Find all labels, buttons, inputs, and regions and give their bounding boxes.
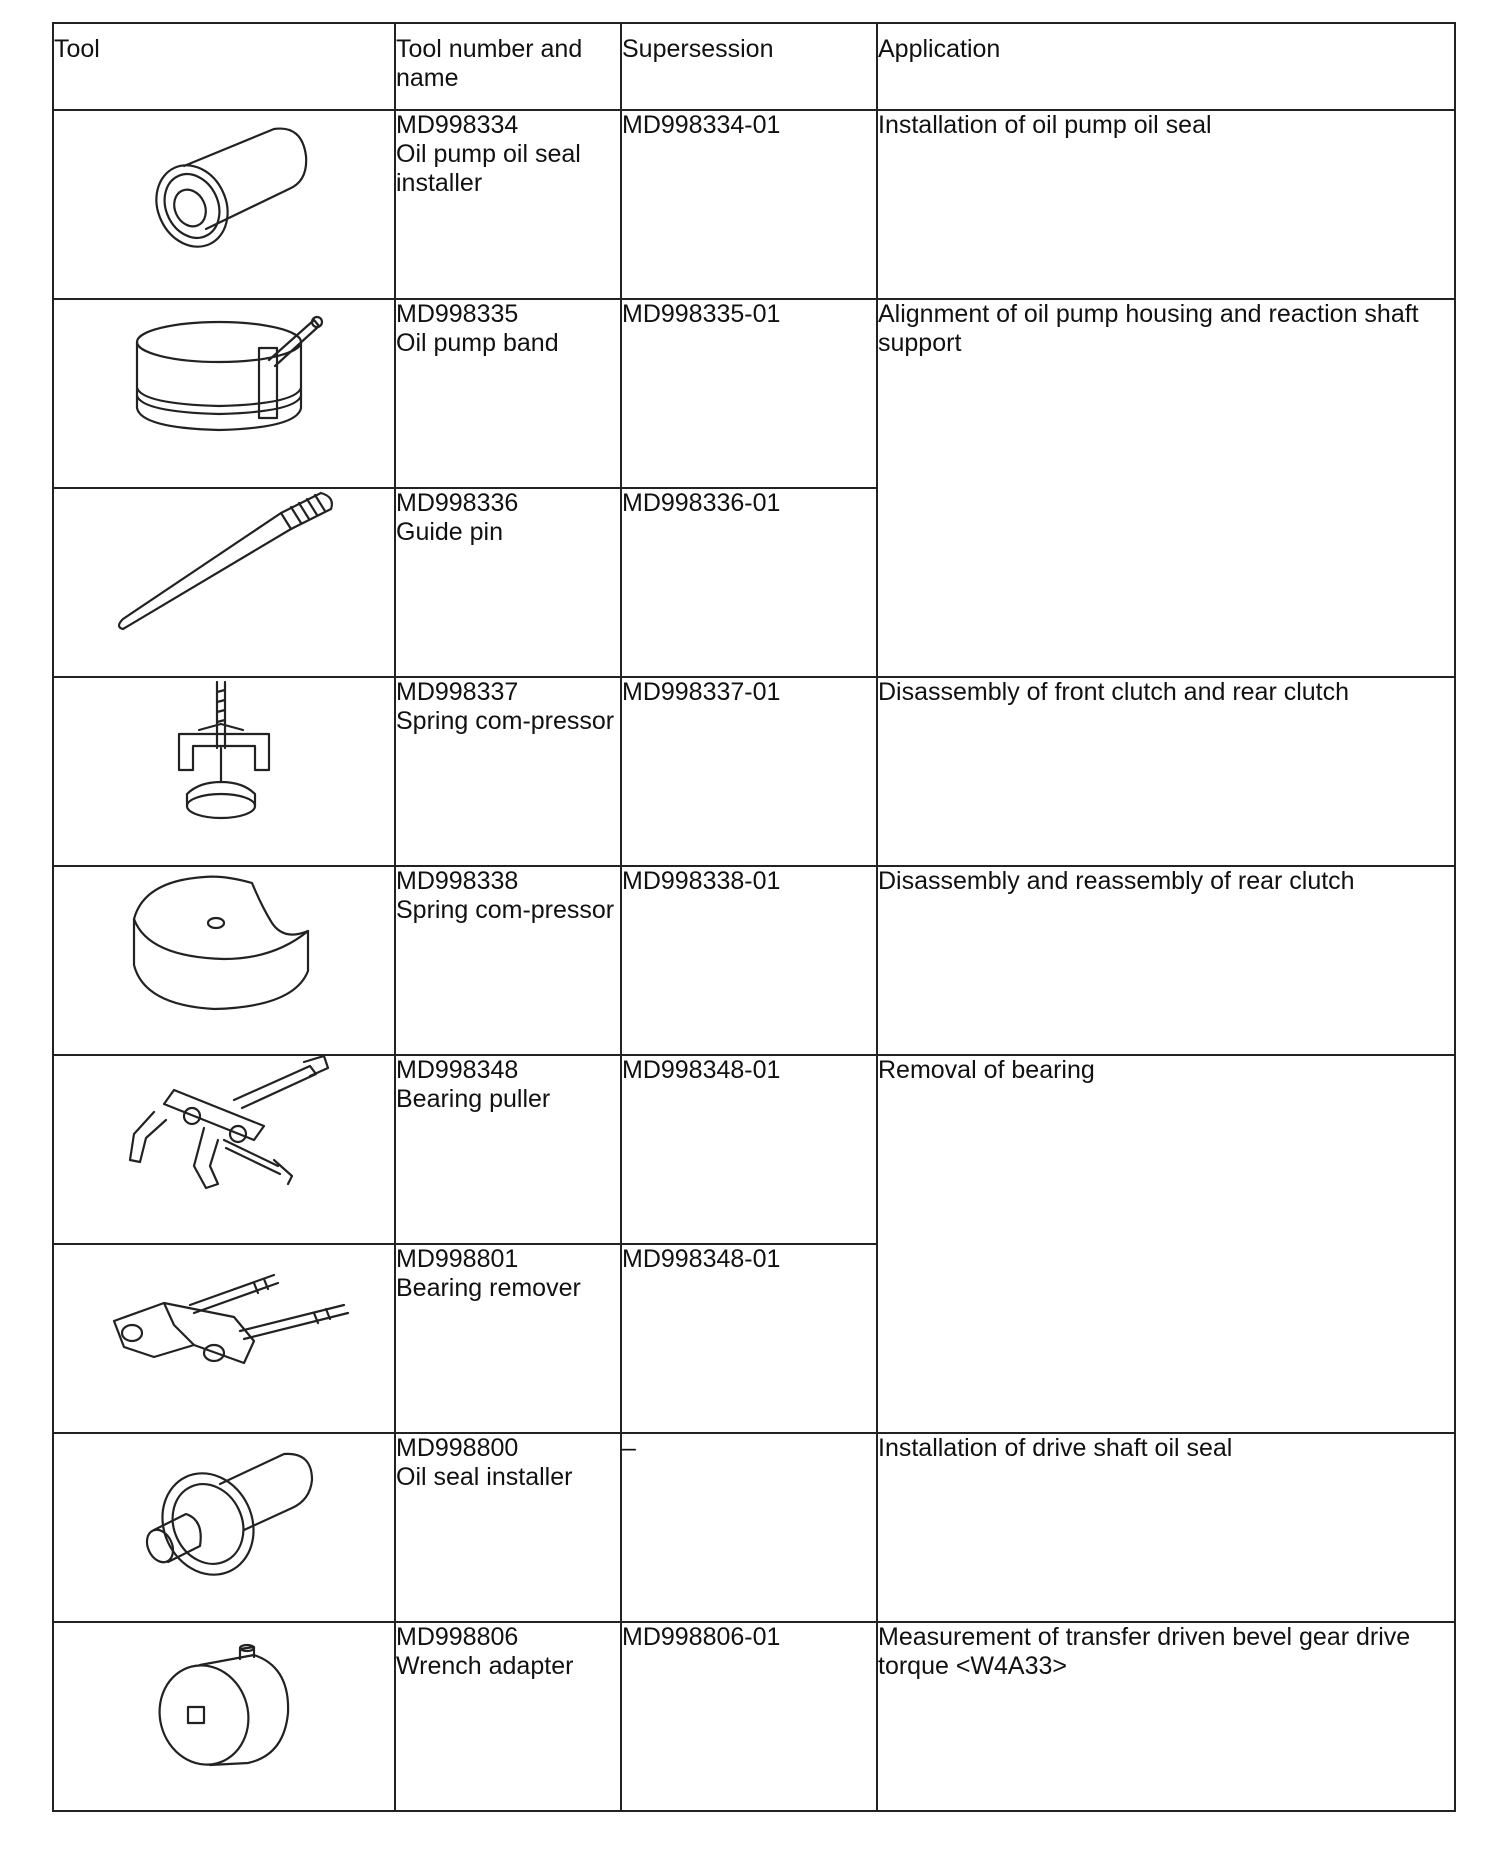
application-cell: Installation of drive shaft oil seal xyxy=(877,1433,1455,1622)
tool-name: Oil pump band xyxy=(396,329,559,357)
tool-name: Spring com-pressor xyxy=(396,707,615,735)
tool-number-name-cell xyxy=(395,677,621,866)
oil-pump-oil-seal-installer-illustration xyxy=(124,111,324,261)
supersession-cell: MD998338-01 xyxy=(621,866,877,1055)
table-row xyxy=(53,110,1455,299)
application-cell: Disassembly of front clutch and rear clutch xyxy=(877,677,1455,866)
table-row xyxy=(53,677,1455,866)
table-row xyxy=(53,299,1455,488)
application-cell: Alignment of oil pump housing and reaction shaft support xyxy=(877,299,1455,677)
tool-number: MD998335 xyxy=(396,300,519,328)
tool-image-cell xyxy=(53,866,395,1055)
application-cell: Removal of bearing xyxy=(877,1055,1455,1433)
tool-number-name-cell xyxy=(395,299,621,488)
tool-number: MD998806 xyxy=(396,1623,519,1651)
header-supersession: Supersession xyxy=(621,23,877,110)
tool-image-cell xyxy=(53,1055,395,1244)
tool-image-cell xyxy=(53,677,395,866)
supersession-cell: MD998336-01 xyxy=(621,488,877,677)
table-row xyxy=(53,1055,1455,1244)
tool-image-cell xyxy=(53,110,395,299)
tool-number-name-cell xyxy=(395,1622,621,1811)
guide-pin-illustration xyxy=(109,489,339,639)
tool-number: MD998801 xyxy=(396,1245,519,1273)
tool-name: Guide pin xyxy=(396,518,504,546)
table-row xyxy=(53,1433,1455,1622)
special-tools-table xyxy=(52,22,1456,1812)
spring-compressor-plate-illustration xyxy=(124,867,324,1017)
table-row xyxy=(53,866,1455,1055)
tool-image-cell xyxy=(53,488,395,677)
oil-seal-installer-illustration xyxy=(124,1434,324,1584)
tool-image-cell xyxy=(53,1622,395,1811)
tool-name: Wrench adapter xyxy=(396,1652,574,1680)
tool-number: MD998334 xyxy=(396,111,519,139)
tool-name: Spring com-pressor xyxy=(396,896,615,924)
header-application: Application xyxy=(877,23,1455,110)
supersession-cell: MD998335-01 xyxy=(621,299,877,488)
tool-number: MD998800 xyxy=(396,1434,519,1462)
header-tool: Tool xyxy=(53,23,395,110)
tool-name: Bearing puller xyxy=(396,1085,551,1113)
table-row xyxy=(53,1622,1455,1811)
tool-number-name-cell xyxy=(395,1433,621,1622)
spring-compressor-illustration xyxy=(159,678,289,828)
application-cell: Installation of oil pump oil seal xyxy=(877,110,1455,299)
tool-name: Bearing remover xyxy=(396,1274,581,1302)
supersession-cell: – xyxy=(621,1433,877,1622)
supersession-cell: MD998348-01 xyxy=(621,1055,877,1244)
tool-name: Oil seal installer xyxy=(396,1463,573,1491)
supersession-cell: MD998334-01 xyxy=(621,110,877,299)
tool-number: MD998338 xyxy=(396,867,519,895)
tool-image-cell xyxy=(53,1244,395,1433)
bearing-puller-illustration xyxy=(114,1056,334,1206)
tool-number-name-cell xyxy=(395,488,621,677)
header-row xyxy=(53,23,1455,110)
tool-number: MD998348 xyxy=(396,1056,519,1084)
application-cell: Disassembly and reassembly of rear clutch xyxy=(877,866,1455,1055)
supersession-cell: MD998337-01 xyxy=(621,677,877,866)
tool-number-name-cell xyxy=(395,866,621,1055)
tool-number-name-cell xyxy=(395,110,621,299)
tool-number-name-cell xyxy=(395,1055,621,1244)
tool-number-name-cell xyxy=(395,1244,621,1433)
oil-pump-band-illustration xyxy=(119,300,329,450)
application-cell: Measurement of transfer driven bevel gear drive torque <W4A33> xyxy=(877,1622,1455,1811)
bearing-remover-illustration xyxy=(94,1245,354,1395)
tool-image-cell xyxy=(53,299,395,488)
tool-number: MD998336 xyxy=(396,489,519,517)
supersession-cell: MD998806-01 xyxy=(621,1622,877,1811)
supersession-cell: MD998348-01 xyxy=(621,1244,877,1433)
tool-name: Oil pump oil seal installer xyxy=(396,140,581,197)
wrench-adapter-illustration xyxy=(144,1623,304,1773)
tool-image-cell xyxy=(53,1433,395,1622)
header-tool-number-and-name: Tool number and name xyxy=(395,23,621,110)
tool-number: MD998337 xyxy=(396,678,519,706)
